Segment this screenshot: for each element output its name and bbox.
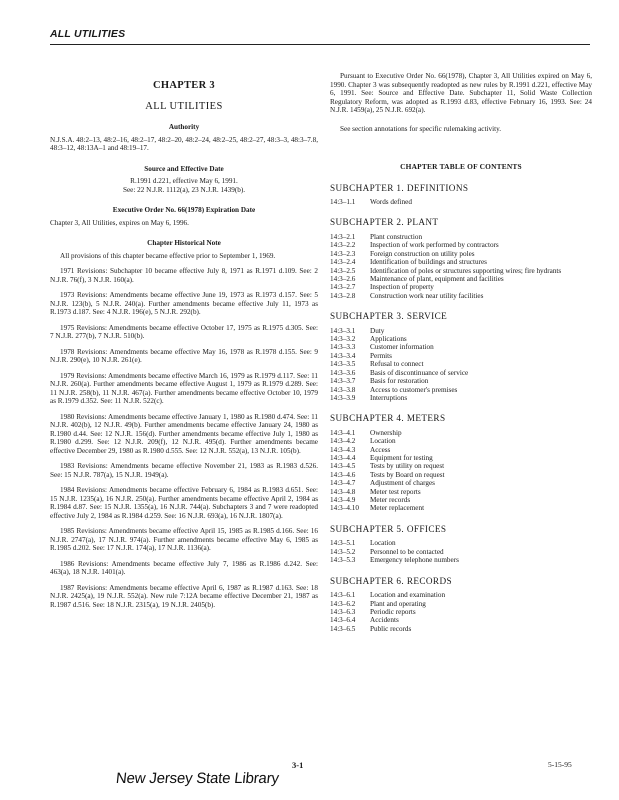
toc-entry xyxy=(330,616,592,624)
section-number: 14:3–6.4 xyxy=(330,616,356,625)
section-title: Periodic reports xyxy=(370,607,416,616)
section-title: Location and examination xyxy=(370,591,446,600)
section-number: 14:3–3.9 xyxy=(330,393,356,402)
section-number: 14:3–6.2 xyxy=(330,599,356,608)
section-number: 14:3–6.3 xyxy=(330,607,356,616)
section-number: 14:3–6.5 xyxy=(330,624,356,633)
section-number: 14:3–5.1 xyxy=(330,539,356,548)
section-number: 14:3–5.2 xyxy=(330,547,356,556)
history-note: 1984 Revisions: Amendments became effective February 6, 1984 as R.1983 d.651. See: 15 N.J.R. 1235(a), 16 N.J.R. 250(a). Further amendments became effective April 2, 1984 as R.1984 d.87. See: 15 N.J.R. 1355(a), 16 N.J.R. 744(a). Subchapters 3 and 7 were readopted effective July 2, 1984 as R.1984 d.259. See: 16 N.J.R. 693(a), 16 N.J.R. 1807(a). xyxy=(50,486,318,520)
section-title: Emergency telephone numbers xyxy=(370,556,459,565)
history-note: 1979 Revisions: Amendments became effective March 16, 1979 as R.1979 d.117. See: 11 N.J.R. 260(a). Further amendments became effective August 1, 1979 as R.1979 d.289. See: 11 N.J.R. 258(b), 11 N.J.R. 467(a). Further amendments became effective October 10, 1979 as R.1979 d.352. See: 11 N.J.R. 522(c). xyxy=(50,371,318,405)
toc-entry xyxy=(330,600,592,608)
toc-entry xyxy=(330,471,592,479)
history-note: 1985 Revisions: Amendments became effective April 15, 1985 as R.1985 d.166. See: 16 N.J.R. 2747(a), 17 N.J.R. 974(a). Further amendments became effective May 6, 1985 as R.1985 d.202. See: 17 N.J.R. 174(a), 17 N.J.R. 1136(a). xyxy=(50,527,318,552)
toc-entry xyxy=(330,258,592,266)
toc-entry xyxy=(330,446,592,454)
section-number: 14:3–4.3 xyxy=(330,445,356,454)
section-number: 14:3–4.6 xyxy=(330,470,356,479)
authority-heading: Authority xyxy=(168,123,200,131)
chapter-number: CHAPTER 3 xyxy=(153,80,215,91)
subchapter-heading: SUBCHAPTER 2. PLANT xyxy=(330,217,439,228)
section-number: 14:3–4.9 xyxy=(330,496,356,505)
section-number: 14:3–2.5 xyxy=(330,266,356,275)
toc-entry xyxy=(330,377,592,385)
left-column xyxy=(50,72,318,609)
subchapter-heading: SUBCHAPTER 4. METERS xyxy=(330,413,446,424)
source-line-2: See: 22 N.J.R. 1112(a), 23 N.J.R. 1439(b). xyxy=(122,185,246,194)
subchapter-heading: SUBCHAPTER 6. RECORDS xyxy=(330,575,452,586)
executive-order-text: Chapter 3, All Utilities, expires on May 6, 1996. xyxy=(50,218,189,227)
section-title: Construction work near utility facilities xyxy=(370,291,484,300)
chapter-name: ALL UTILITIES xyxy=(145,100,223,112)
section-number: 14:3–3.2 xyxy=(330,335,356,344)
subchapter-heading: SUBCHAPTER 1. DEFINITIONS xyxy=(330,182,469,193)
right-column xyxy=(330,72,592,633)
source-line-1: R.1991 d.221, effective May 6, 1991. xyxy=(130,177,238,185)
section-title: Tests by utility on request xyxy=(370,462,445,471)
toc-entry xyxy=(330,479,592,487)
section-title: Plant and operating xyxy=(370,599,426,608)
section-number: 14:3–2.7 xyxy=(330,283,356,292)
history-note: 1987 Revisions: Amendments became effective April 6, 1987 as R.1987 d.163. See: 18 N.J.R. 2425(a), 19 N.J.R. 552(a). New rule 7:12A became effective December 21, 1987 as R.1987 d.516. See: 18 N.J.R. 2315(a), 19 N.J.R. 2405(b). xyxy=(50,583,318,609)
history-note: 1971 Revisions: Subchapter 10 became effective July 8, 1971 as R.1971 d.109. See: 2 N.J.R. 76(f), 3 N.J.R. 160(a). xyxy=(50,267,318,284)
toc-entry xyxy=(330,548,592,556)
section-title: Location xyxy=(370,437,396,446)
toc-entry xyxy=(330,539,592,547)
section-title: Interruptions xyxy=(370,393,408,402)
section-title: Location xyxy=(370,539,396,548)
section-title: Public records xyxy=(370,624,412,633)
toc-entry xyxy=(330,327,592,335)
section-number: 14:3–4.1 xyxy=(330,428,356,437)
toc-entry xyxy=(330,429,592,437)
toc-entry xyxy=(330,369,592,377)
subchapter-heading: SUBCHAPTER 5. OFFICES xyxy=(330,523,447,534)
section-number: 14:3–4.4 xyxy=(330,454,356,463)
toc-entry xyxy=(330,233,592,241)
toc-entry xyxy=(330,283,592,291)
section-title: Inspection of work performed by contractors xyxy=(370,241,499,250)
toc-entry xyxy=(330,591,592,599)
authority-text: N.J.S.A. 48:2–13, 48:2–16, 48:2–17, 48:2–20, 48:2–24, 48:2–25, 48:2–27, 48:3–3, 48:3–7.8, 48:3–12, 48:13A–1 and 48:19–17. xyxy=(50,135,318,152)
history-heading: Chapter Historical Note xyxy=(147,239,221,247)
section-title: Customer information xyxy=(370,343,434,352)
section-title: Equipment for testing xyxy=(370,454,433,463)
toc-entry xyxy=(330,496,592,504)
intro-note: See section annotations for specific rulemaking activity. xyxy=(340,124,502,133)
section-title: Basis of discontinuance of service xyxy=(370,368,469,377)
toc-entry xyxy=(330,454,592,462)
toc-title: CHAPTER TABLE OF CONTENTS xyxy=(400,162,522,171)
section-title: Words defined xyxy=(370,198,412,206)
section-number: 14:3–4.10 xyxy=(330,504,359,513)
toc-entry xyxy=(330,343,592,351)
section-title: Access xyxy=(370,445,391,454)
section-number: 14:3–3.3 xyxy=(330,343,356,352)
toc-entry xyxy=(330,275,592,283)
toc-entry xyxy=(330,488,592,496)
section-title: Duty xyxy=(370,326,385,335)
toc-entry xyxy=(330,608,592,616)
section-number: 14:3–2.8 xyxy=(330,291,356,300)
section-number: 14:3–3.5 xyxy=(330,360,356,369)
toc-entry xyxy=(330,556,592,564)
section-title: Maintenance of plant, equipment and facilities xyxy=(370,274,504,283)
history-note: 1980 Revisions: Amendments became effective January 1, 1980 as R.1980 d.474. See: 11 N.J.R. 402(b), 12 N.J.R. 49(b). Further amendments became effective January 24, 1980 as R.1980 d.44. See: 12 N.J.R. 156(d). Further amendments became effective July 1, 1980 as R.1980 d.299. See: 12 N.J.R. 209(f), 12 N.J.R. 495(d). Further amendments became effective December 29, 1980 as R.1980 d.555. See: 12 N.J.R. 552(a), 13 N.J.R. 105(b). xyxy=(50,412,318,455)
section-number: 14:3–1.1 xyxy=(330,198,356,206)
section-title: Ownership xyxy=(370,428,402,437)
section-number: 14:3–2.2 xyxy=(330,241,356,250)
running-head: ALL UTILITIES xyxy=(50,28,126,40)
section-title: Adjustment of charges xyxy=(370,479,435,488)
section-number: 14:3–3.6 xyxy=(330,368,356,377)
section-title: Inspection of property xyxy=(370,283,434,292)
page-date: 5-15-95 xyxy=(548,760,572,769)
table-of-contents xyxy=(330,184,592,634)
history-note: 1973 Revisions: Amendments became effective June 19, 1973 as R.1973 d.157. See: 5 N.J.R. 123(b), 5 N.J.R. 240(a). Further amendments became effective July 11, 1973 as R.1973 d.187. See: 4 N.J.R. 196(e), 5 N.J.R. 292(b). xyxy=(50,291,318,316)
header-rule xyxy=(50,44,590,45)
section-title: Meter replacement xyxy=(370,504,425,513)
section-number: 14:3–6.1 xyxy=(330,591,356,600)
section-title: Permits xyxy=(370,351,392,360)
section-number: 14:3–4.7 xyxy=(330,479,356,488)
section-number: 14:3–2.1 xyxy=(330,232,356,241)
toc-entry xyxy=(330,292,592,300)
section-number: 14:3–2.4 xyxy=(330,258,356,267)
toc-entry xyxy=(330,360,592,368)
section-number: 14:3–3.4 xyxy=(330,351,356,360)
toc-entry xyxy=(330,352,592,360)
source-heading: Source and Effective Date xyxy=(144,164,224,173)
history-note: 1975 Revisions: Amendments became effective October 17, 1975 as R.1975 d.305. See: 7 N.J.R. 277(b), 7 N.J.R. 510(b). xyxy=(50,323,318,340)
history-notes xyxy=(50,252,318,610)
section-number: 14:3–2.3 xyxy=(330,249,356,258)
page-number: 3-1 xyxy=(292,760,304,770)
section-title: Applications xyxy=(370,335,407,344)
section-title: Personnel to be contacted xyxy=(370,547,444,556)
section-number: 14:3–3.7 xyxy=(330,377,356,386)
section-number: 14:3–3.1 xyxy=(330,326,356,335)
history-note: 1986 Revisions: Amendments became effective July 7, 1986 as R.1986 d.242. See: 463(a), 18 N.J.R. 1401(a). xyxy=(50,559,318,576)
library-stamp: New Jersey State Library xyxy=(115,770,280,787)
section-number: 14:3–4.8 xyxy=(330,487,356,496)
history-note: All provisions of this chapter became effective prior to September 1, 1969. xyxy=(60,251,276,260)
section-number: 14:3–5.3 xyxy=(330,556,356,565)
toc-entry xyxy=(330,462,592,470)
toc-entry xyxy=(330,437,592,445)
subchapter-heading: SUBCHAPTER 3. SERVICE xyxy=(330,311,448,322)
section-title: Meter test reports xyxy=(370,487,421,496)
section-title: Identification of buildings and structures xyxy=(370,258,487,267)
section-title: Accidents xyxy=(370,616,399,625)
section-number: 14:3–3.8 xyxy=(330,385,356,394)
intro-paragraph: Pursuant to Executive Order No. 66(1978), Chapter 3, All Utilities expired on May 6, 1990. Chapter 3 was subsequently readopted as new rules by R.1991 d.221, effective May 6, 1991. See: Source and Effective Date. Subchapter 11, Solid Waste Collection Regulatory Reform, was adopted as R.1993 d.83, effective February 16, 1993. See: 24 N.J.R. 1459(a), 25 N.J.R. 692(a). xyxy=(330,72,592,114)
toc-entry xyxy=(330,394,592,402)
section-title: Foreign construction on utility poles xyxy=(370,249,475,258)
toc-entry xyxy=(330,386,592,394)
section-number: 14:3–4.2 xyxy=(330,437,356,446)
executive-order-heading: Executive Order No. 66(1978) Expiration Date xyxy=(112,206,256,214)
toc-entry xyxy=(330,504,592,512)
section-title: Tests by Board on request xyxy=(370,470,445,479)
section-title: Access to customer's premises xyxy=(370,385,458,394)
toc-entry xyxy=(330,250,592,258)
section-number: 14:3–2.6 xyxy=(330,274,356,283)
toc-entry xyxy=(330,198,592,206)
history-note: 1983 Revisions: Amendments became effective November 21, 1983 as R.1983 d.526. See: 15 N.J.R. 787(a), 15 N.J.R. 1949(a). xyxy=(50,462,318,479)
toc-entry xyxy=(330,267,592,275)
section-number: 14:3–4.5 xyxy=(330,462,356,471)
toc-entry xyxy=(330,625,592,633)
section-title: Basis for restoration xyxy=(370,377,429,386)
toc-entry xyxy=(330,335,592,343)
section-title: Meter records xyxy=(370,496,411,505)
section-title: Plant construction xyxy=(370,232,423,241)
history-note: 1978 Revisions: Amendments became effective May 16, 1978 as R.1978 d.155. See: 9 N.J.R. 290(e), 10 N.J.R. 261(e). xyxy=(50,347,318,364)
section-title: Refusal to connect xyxy=(370,360,424,369)
toc-entry xyxy=(330,241,592,249)
section-title: Identification of poles or structures supporting wires; fire hydrants xyxy=(370,266,562,275)
